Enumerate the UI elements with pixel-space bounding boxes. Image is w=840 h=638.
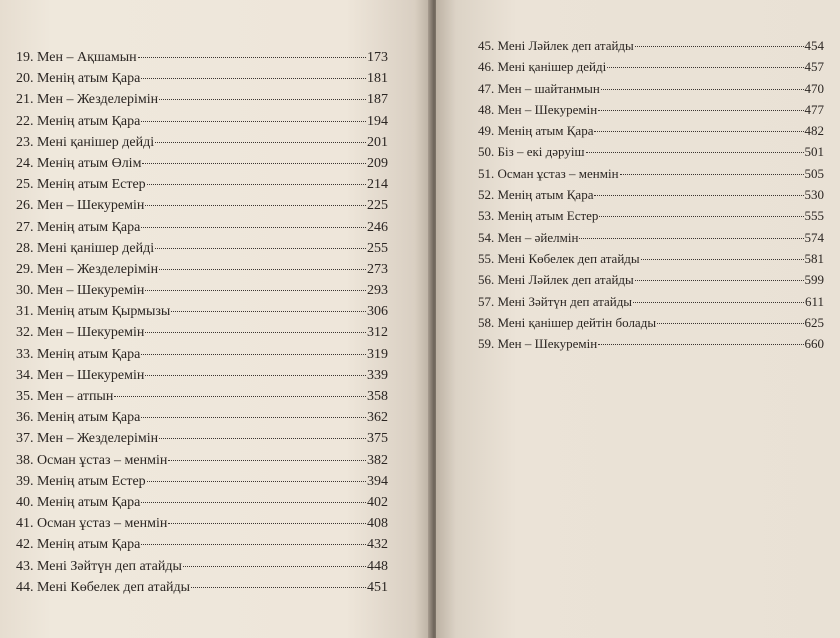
dot-leader (145, 205, 366, 206)
toc-entry-title: 50. Біз – екі дәруіш (478, 144, 585, 160)
toc-entry (16, 495, 388, 516)
toc-entry-title: 22. Менің атым Қара (16, 113, 141, 129)
toc-entry-page-number: 625 (804, 314, 824, 330)
toc-entry-title: 45. Мені Ләйлек деп атайды (478, 38, 634, 53)
toc-entry-page-number: 611 (804, 293, 824, 309)
toc-entry-title: 47. Мен – шайтанмын (478, 80, 600, 96)
toc-entry-page-number: 273 (367, 261, 388, 277)
toc-entry (16, 114, 388, 135)
toc-entry (16, 580, 388, 601)
dot-leader (579, 238, 803, 239)
toc-entry-title: 42. Менің атым Қара (16, 537, 141, 553)
dot-leader (657, 323, 803, 324)
toc-entry (478, 38, 824, 59)
toc-entry (16, 71, 388, 92)
dot-leader (601, 89, 804, 90)
toc-entry (478, 187, 824, 208)
toc-entry-title: 30. Мен – Шекуремін (16, 283, 145, 299)
toc-entry (16, 135, 388, 156)
toc-entry-page-number: 394 (367, 473, 388, 489)
dot-leader (620, 174, 804, 175)
toc-entry-title: 57. Мені Зәйтүн деп атайды (478, 293, 633, 309)
toc-entry (478, 144, 824, 165)
dot-leader (168, 523, 366, 524)
toc-entry-page-number: 194 (367, 113, 388, 129)
dot-leader (586, 152, 804, 153)
toc-entry-title: 27. Менің атым Қара (16, 219, 141, 235)
toc-entry-title: 21. Мен – Жезделерімін (16, 92, 159, 108)
toc-entry (478, 251, 824, 272)
dot-leader (155, 248, 366, 249)
toc-entry-page-number: 293 (367, 283, 388, 299)
dot-leader (171, 311, 366, 312)
toc-entry-title: 28. Мені қанішер дейді (16, 240, 155, 256)
toc-entry (16, 177, 388, 198)
dot-leader (159, 99, 366, 100)
toc-entry-title: 40. Менің атым Қара (16, 494, 141, 510)
toc-entry-title: 44. Мені Көбелек деп атайды (16, 579, 191, 595)
toc-entry-page-number: 448 (367, 558, 388, 574)
dot-leader (141, 121, 366, 122)
toc-entry-title: 19. Мен – Ақшамын (16, 50, 137, 65)
toc-entry-title: 55. Мені Көбелек деп атайды (478, 250, 640, 266)
toc-entry-page-number: 201 (367, 134, 388, 150)
toc-entry-page-number: 181 (367, 71, 388, 87)
toc-entry-page-number: 432 (367, 537, 388, 553)
toc-list-right (478, 38, 824, 357)
toc-entry-page-number: 312 (367, 325, 388, 341)
toc-entry (478, 166, 824, 187)
toc-entry (16, 559, 388, 580)
toc-entry-title: 25. Менің атым Естер (16, 177, 146, 193)
dot-leader (594, 131, 803, 132)
toc-entry (478, 315, 824, 336)
dot-leader (641, 259, 804, 260)
toc-entry-page-number: 660 (804, 336, 824, 352)
dot-leader (168, 460, 366, 461)
dot-leader (633, 302, 804, 303)
dot-leader (183, 566, 366, 567)
dot-leader (635, 46, 804, 47)
toc-entry-page-number: 482 (804, 123, 824, 139)
toc-entry (16, 474, 388, 495)
toc-entry-page-number: 454 (804, 38, 824, 53)
toc-entry (16, 389, 388, 410)
toc-entry-page-number: 255 (367, 240, 388, 256)
toc-entry-title: 41. Осман ұстаз – менмін (16, 516, 168, 532)
dot-leader (141, 78, 366, 79)
toc-entry-page-number: 408 (367, 516, 388, 532)
toc-entry-page-number: 187 (367, 92, 388, 108)
toc-entry-page-number: 457 (804, 59, 824, 75)
toc-entry-page-number: 574 (804, 229, 824, 245)
toc-entry-title: 43. Мені Зәйтүн деп атайды (16, 558, 182, 574)
toc-entry (16, 92, 388, 113)
dot-leader (598, 344, 803, 345)
toc-entry-title: 23. Мені қанішер дейді (16, 134, 155, 150)
toc-entry-page-number: 382 (367, 452, 388, 468)
toc-entry (478, 102, 824, 123)
toc-entry (478, 230, 824, 251)
toc-entry-page-number: 246 (367, 219, 388, 235)
toc-entry (16, 304, 388, 325)
toc-entry-title: 58. Мені қанішер дейтін болады (478, 314, 657, 330)
toc-entry (16, 198, 388, 219)
dot-leader (141, 544, 366, 545)
toc-entry (16, 325, 388, 346)
toc-entry-page-number: 362 (367, 410, 388, 426)
toc-entry-page-number: 470 (804, 80, 824, 96)
toc-entry (16, 50, 388, 71)
toc-entry-page-number: 339 (367, 367, 388, 383)
dot-leader (599, 216, 803, 217)
toc-entry-page-number: 214 (367, 177, 388, 193)
toc-entry (16, 220, 388, 241)
dot-leader (594, 195, 803, 196)
dot-leader (155, 142, 366, 143)
dot-leader (147, 184, 366, 185)
toc-entry-title: 37. Мен – Жезделерімін (16, 431, 159, 447)
toc-entry-title: 48. Мен – Шекуремін (478, 101, 598, 117)
toc-entry-page-number: 225 (367, 198, 388, 214)
toc-entry-title: 54. Мен – әйелмін (478, 229, 579, 245)
dot-leader (145, 332, 366, 333)
toc-entry-page-number: 306 (367, 304, 388, 320)
dot-leader (607, 67, 803, 68)
toc-entry-title: 59. Мен – Шекуремін (478, 336, 598, 352)
toc-entry-title: 36. Менің атым Қара (16, 410, 141, 426)
toc-entry (478, 272, 824, 293)
toc-entry-page-number: 599 (804, 272, 824, 288)
toc-entry-page-number: 173 (367, 50, 388, 65)
toc-entry-page-number: 581 (804, 250, 824, 266)
dot-leader (145, 375, 366, 376)
dot-leader (147, 481, 366, 482)
toc-entry-page-number: 358 (367, 389, 388, 404)
dot-leader (142, 163, 366, 164)
toc-entry-title: 38. Осман ұстаз – менмін (16, 452, 168, 468)
toc-entry-page-number: 209 (367, 155, 388, 171)
dot-leader (145, 290, 366, 291)
dot-leader (635, 280, 804, 281)
toc-entry (16, 410, 388, 431)
toc-list-left (16, 50, 388, 601)
toc-entry (478, 123, 824, 144)
right-page (436, 0, 840, 638)
toc-entry-title: 46. Мені қанішер дейді (478, 59, 607, 75)
toc-entry (478, 59, 824, 80)
toc-entry-page-number: 530 (804, 187, 824, 203)
toc-entry (16, 156, 388, 177)
toc-entry-page-number: 501 (804, 144, 824, 160)
toc-entry-title: 33. Менің атым Қара (16, 346, 141, 362)
toc-entry-title: 39. Менің атым Естер (16, 473, 146, 489)
dot-leader (138, 57, 366, 58)
dot-leader (141, 502, 366, 503)
toc-entry (478, 81, 824, 102)
toc-entry-title: 49. Менің атым Қара (478, 123, 594, 139)
toc-entry-title: 35. Мен – атпын (16, 389, 114, 404)
toc-entry-title: 24. Менің атым Өлім (16, 155, 142, 171)
dot-leader (598, 110, 803, 111)
toc-entry-page-number: 555 (804, 208, 824, 224)
toc-entry-title: 32. Мен – Шекуремін (16, 325, 145, 341)
toc-entry-page-number: 402 (367, 494, 388, 510)
toc-entry (16, 431, 388, 452)
toc-entry-page-number: 319 (367, 346, 388, 362)
toc-entry (16, 347, 388, 368)
dot-leader (114, 396, 366, 397)
toc-entry (478, 336, 824, 357)
dot-leader (141, 354, 366, 355)
toc-entry-title: 34. Мен – Шекуремін (16, 367, 145, 383)
toc-entry-title: 53. Менің атым Естер (478, 208, 599, 224)
toc-entry-title: 29. Мен – Жезделерімін (16, 261, 159, 277)
toc-entry (16, 516, 388, 537)
toc-entry (16, 368, 388, 389)
toc-entry (478, 294, 824, 315)
toc-entry-title: 31. Менің атым Қырмызы (16, 304, 171, 320)
toc-entry-title: 52. Менің атым Қара (478, 187, 594, 203)
dot-leader (141, 417, 366, 418)
dot-leader (159, 269, 366, 270)
toc-entry-title: 56. Мені Ләйлек деп атайды (478, 272, 634, 288)
toc-entry (16, 453, 388, 474)
dot-leader (191, 587, 366, 588)
dot-leader (141, 227, 366, 228)
toc-entry-page-number: 505 (804, 165, 824, 181)
toc-entry-title: 51. Осман ұстаз – менмін (478, 165, 619, 181)
toc-entry-title: 20. Менің атым Қара (16, 71, 141, 87)
toc-entry-title: 26. Мен – Шекуремін (16, 198, 145, 214)
toc-entry-page-number: 375 (367, 431, 388, 447)
toc-entry (16, 241, 388, 262)
toc-entry-page-number: 451 (367, 579, 388, 595)
toc-entry (478, 208, 824, 229)
toc-entry (16, 537, 388, 558)
dot-leader (159, 438, 366, 439)
toc-entry (16, 262, 388, 283)
toc-entry-page-number: 477 (804, 101, 824, 117)
toc-entry (16, 283, 388, 304)
